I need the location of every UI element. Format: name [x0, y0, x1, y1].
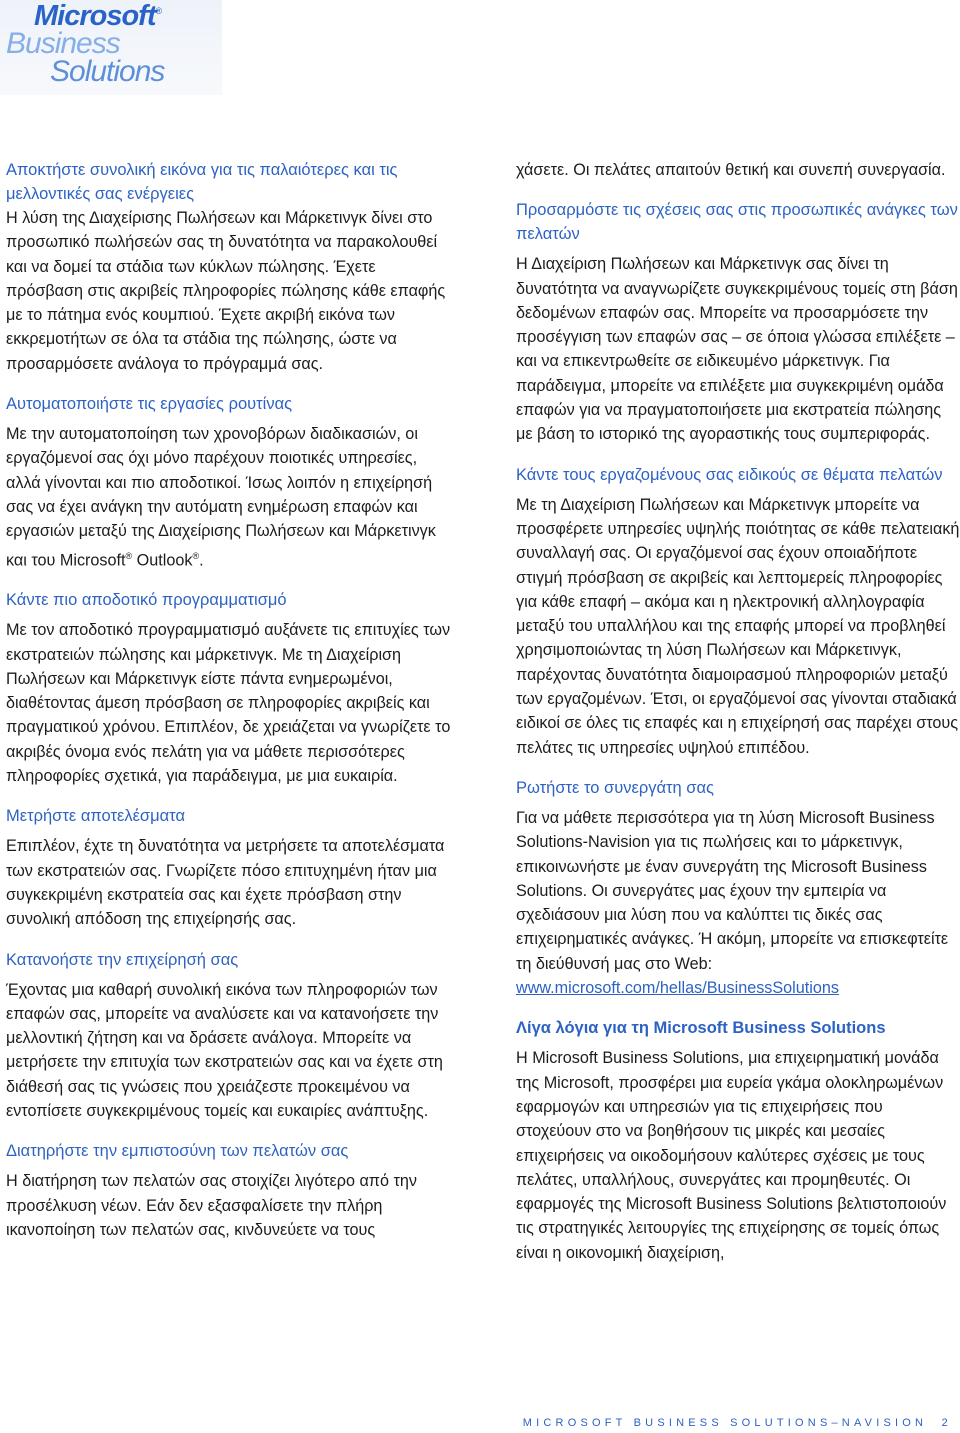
paragraph-experts: Με τη Διαχείριση Πωλήσεων και Μάρκετινγκ μπορείτε να προσφέρετε υπηρεσίες υψηλής ποιότητας σε κάθε πελατειακή συναλλαγή σας. Οι εργαζόμενοί σας έχουν οποιαδήποτε στιγμή πρόσβαση σε ακριβείς και λεπτομερείς πληροφορίες για κάθε επαφή – ακόμα και η ηλεκτρονική αλληλογραφία μεταξύ του υπαλλήλου και της επαφής μπορεί να προβληθεί χρησιμοποιώντας τη λύση Πωλήσεων και Μάρκετινγκ, παρέχοντας δυνατότητα διαμοιρασμού πληροφοριών μεταξύ των εργαζομένων. Έτσι, οι εργαζόμενοί σας γίνονται σταδιακά ειδικοί σε όλες τις επαφές και η επιχείρησή σας παρέχει στους πελάτες τις υπηρεσίες υψηλού επιπέδου.	[516, 495, 960, 757]
logo-brand: Microsoft®	[34, 0, 162, 32]
paragraph-overview: Η λύση της Διαχείρισης Πωλήσεων και Μάρκετινγκ δίνει στο προσωπικό πωλήσεών σας τη δυνατότητα να παρακολουθεί και να δομεί τα στάδια των κύκλων πώλησης. Έχετε πρόσβαση στις ακριβείς πληροφορίες πώλησης κάθε επαφής με το πάτημα ενός κουμπιού. Έχετε ακριβή εικόνα των εκκρεμοτήτων σε όλα τα στάδια της πώλησης, ώστε να προσαρμόσετε ανάλογα το πρόγραμμά σας.	[6, 209, 446, 373]
heading-partner: Ρωτήστε το συνεργάτη σας	[516, 778, 714, 797]
paragraph-scheduling: Με τον αποδοτικό προγραμματισμό αυξάνετε τις επιτυχίες των εκστρατειών πώλησης και μάρκετινγκ. Με τη Διαχείριση Πωλήσεων και Μάρκετινγκ είστε πάντα ενημερωμένοι, διαθέτοντας άμεση πρόσβαση σε πληροφορίες ακριβείς και πραγματικού χρόνου. Επιπλέον, δε χρειάζεται να γνωρίζετε το ακριβές όνομα ενός πελάτη για να μάθετε περισσότερες πληροφορίες σχετικά, για παράδειγμα, με μια ευκαιρία.	[6, 621, 451, 786]
heading-measure: Μετρήστε αποτελέσματα	[6, 807, 185, 826]
heading-trust: Διατηρήστε την εμπιστοσύνη των πελατών σας	[6, 1142, 349, 1161]
paragraph-automate: Με την αυτοματοποίηση των χρονοβόρων διαδικασιών, οι εργαζόμενοί σας όχι μόνο παρέχουν ποιοτικές υπηρεσίες, αλλά γίνονται και πιο αποδοτικοί. Ίσως λοιπόν η επιχείρησή σας να έχει ανάγκη την αυτόματη ενημέρωση επαφών και εργασιών μεταξύ της Διαχείρισης Πωλήσεων και Μάρκετινγκ και του Microsoft® Outlook®.	[6, 425, 436, 569]
right-column	[516, 158, 960, 1265]
logo-line-1: Business	[6, 27, 120, 60]
website-link[interactable]: www.microsoft.com/hellas/BusinessSolutions	[516, 979, 839, 998]
page-number: 2	[941, 1417, 952, 1429]
paragraph-continued: χάσετε. Οι πελάτες απαιτούν θετική και συνεπή συνεργασία.	[516, 161, 946, 179]
paragraph-about: Η Microsoft Business Solutions, μια επιχειρηματική μονάδα της Microsoft, προσφέρει μια ευρεία γκάμα ολοκληρωμένων εφαρμογών και υπηρεσιών για τις επιχειρήσεις που στοχεύουν στο να βοηθήσουν τις μικρές και μεσαίες επιχειρήσεις να οικοδομήσουν καλύτερες σχέσεις με τους πελάτες, υπαλλήλους, συνεργάτες και προμηθευτές. Οι εφαρμογές της Microsoft Business Solutions βελτιστοποιούν τις στρατηγικές λειτουργίες της επιχείρησης σε τομείς όπως είναι η οικονομική διαχείριση,	[516, 1049, 947, 1262]
heading-overview: Αποκτήστε συνολική εικόνα για τις παλαιότερες και τις μελλοντικές σας ενέργειες	[6, 161, 398, 203]
logo-line-2: Solutions	[50, 55, 165, 88]
heading-scheduling: Κάντε πιο αποδοτικό προγραμματισμό	[6, 591, 287, 610]
paragraph-understand: Έχοντας μια καθαρή συνολική εικόνα των πληροφοριών των επαφών σας, μπορείτε να αναλύσετε και να κατανοήσετε την μελλοντική ζήτηση και να δράσετε ανάλογα. Μπορείτε να μετρήσετε την επιτυχία των εκστρατειών σας και να έχετε στη διάθεσή σας τις γνώσεις που χρειάζεστε προκειμένου να εντοπίσετε συγκεκριμένους τομείς και ευκαιρίες ανάπτυξης.	[6, 980, 443, 1120]
heading-customize: Προσαρμόστε τις σχέσεις σας στις προσωπικές ανάγκες των πελατών	[516, 201, 958, 244]
paragraph-partner: Για να μάθετε περισσότερα για τη λύση Microsoft Business Solutions-Navision για τις πωλήσεις και το μάρκετινγκ, επικοινωνήστε με έναν συνεργάτη της Microsoft Business Solutions. Οι συνεργάτες μας έχουν την εμπειρία να σχεδιάσουν μια λύση που να καλύπτει τις δικές σας επιχειρηματικές ανάγκες. Ή ακόμη, μπορείτε να επισκεφτείτε τη διεύθυνσή μας στο Web: www.microsoft.com/hellas/BusinessSolutions	[516, 808, 949, 998]
paragraph-measure: Επιπλέον, έχτε τη δυνατότητα να μετρήσετε τα αποτελέσματα των εκστρατειών σας. Γνωρίζετε πόσο επιτυχημένη ήταν μια συγκεκριμένη εκστρατεία σας και έχετε πρόσβαση στην συνολική απόδοση της επιχείρησής σας.	[6, 837, 445, 929]
paragraph-customize: Η Διαχείριση Πωλήσεων και Μάρκετινγκ σας δίνει τη δυνατότητα να αναγνωρίζετε συγκεκριμένους τομείς στη βάση δεδομένων επαφών σας. Μπορείτε να προσαρμόσετε την προσέγγιση των επαφών σας – σε όποια γλώσσα επιλέξετε – και να επικεντρωθείτε σε ειδικευμένο μάρκετινγκ. Για παράδειγμα, μπορείτε να επιλέξετε μια συγκεκριμένη ομάδα επαφών για να πραγματοποιήσετε μια εκστρατεία πώλησης με βάση το ιστορικό της αγοραστικής τους συμπεριφοράς.	[516, 255, 958, 444]
page-footer: MICROSOFT BUSINESS SOLUTIONS–NAVISION 2	[522, 1417, 952, 1429]
heading-automate: Αυτοματοποιήστε τις εργασίες ρουτίνας	[6, 395, 293, 414]
company-logo	[0, 0, 222, 95]
left-column	[6, 158, 454, 1242]
heading-understand: Κατανοήστε την επιχείρησή σας	[6, 950, 239, 969]
paragraph-trust: Η διατήρηση των πελατών σας στοιχίζει λιγότερο από την προσέλκυση νέων. Εάν δεν εξασφαλίσετε την πλήρη ικανοποίηση των πελατών σας, κινδυνεύετε να τους	[6, 1172, 417, 1239]
heading-experts: Κάντε τους εργαζομένους σας ειδικούς σε θέματα πελατών	[516, 465, 943, 484]
heading-about: Λίγα λόγια για τη Microsoft Business Solutions	[516, 1019, 886, 1038]
